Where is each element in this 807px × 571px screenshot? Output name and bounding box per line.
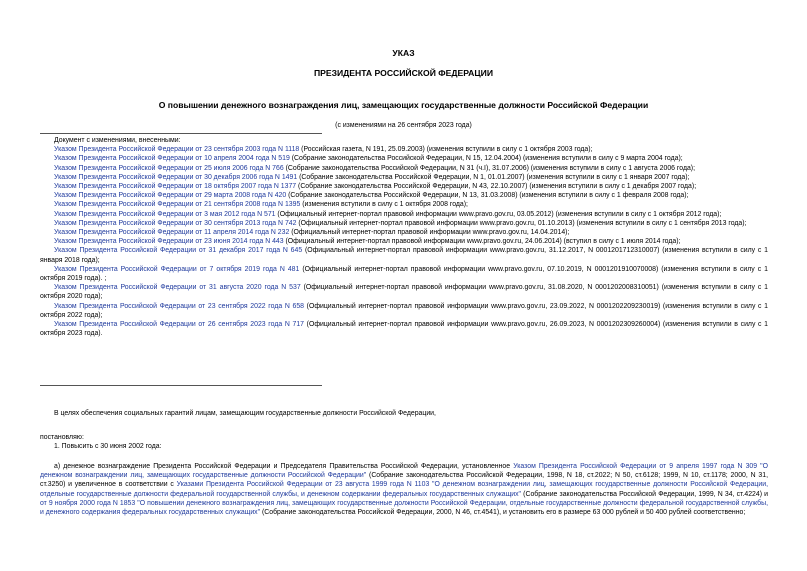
change-decree-link[interactable]: Указом Президента Российской Федерации от 21 сентября 2008 года N 1395 [54,201,301,209]
change-item [40,320,768,338]
para-a-text-3: (Собрание законодательства Российской Федерации, 1999, N 34, ст.4224) и [521,490,768,498]
change-decree-link[interactable]: Указом Президента Российской Федерации от 10 апреля 2004 года N 519 [54,155,290,163]
change-details: (Собрание законодательства Российской Федерации, N 13, 31.03.2008) (изменения вступили в силу с 1 февраля 2008 года); [286,192,689,200]
change-decree-link[interactable]: Указом Президента Российской Федерации от 25 июля 2006 года N 766 [54,164,284,172]
change-details: (Официальный интернет-портал правовой информации www.pravo.gov.ru, 26.09.2023, N 0001202309260004) (изменения вступили в силу с 1 октября 2023 года). [40,321,769,338]
point-1 [40,442,768,451]
para-a-text-4: (Собрание законодательства Российской Федерации, 2000, N 46, ст.4541), и установить его в размере 63 000 рублей и 50 400 рублей соответственно; [260,509,746,517]
change-decree-link[interactable]: Указом Президента Российской Федерации от 26 сентября 2023 года N 717 [54,321,304,329]
page-title: О повышении денежного вознаграждения лиц, замещающих государственные должности Российской Федерации [158,100,649,110]
resolution-word: постановляю: [40,434,84,441]
changes-list [40,136,768,338]
change-details: (Официальный интернет-портал правовой информации www.pravo.gov.ru, 23.09.2022, N 0001202209230019) (изменения вступили в силу с 1 октября 2022 года); [40,302,769,319]
change-details: (Официальный интернет-портал правовой информации www.pravo.gov.ru, 31.08.2020, N 0001202008310051) (изменения вступили в силу с 1 октября 2020 года); [40,284,768,301]
link-decree-309[interactable]: Указом Президента Российской Федерации от 9 апреля 1997 года N 309 "О денежном вознаграждении лиц, замещающих государственные должности Российской Федерации" [40,463,768,480]
change-decree-link[interactable]: Указом Президента Российской Федерации от 31 декабря 2017 года N 645 [54,247,303,255]
revision-note: (с изменениями на 26 сентября 2023 года) [335,122,472,129]
change-decree-link[interactable]: Указом Президента Российской Федерации от 11 апреля 2014 года N 232 [54,229,290,237]
changes-items [40,145,768,338]
change-details: (Официальный интернет-портал правовой информации www.pravo.gov.ru, 24.06.2014) (вступил в силу с 1 июля 2014 года); [283,238,681,246]
change-item [40,228,768,237]
point-1-a [40,462,768,517]
change-details: (Официальный интернет-портал правовой информации www.pravo.gov.ru, 03.05.2012) (изменения вступили в силу с 1 октября 2012 года); [275,210,722,218]
change-details: (Официальный интернет-портал правовой информации www.pravo.gov.ru, 07.10.2019, N 0001201910070008) (изменения вступили в силу с 1 октября 2019 года). ; [40,265,769,283]
change-decree-link[interactable]: Указом Президента Российской Федерации от 30 декабря 2006 года N 1491 [54,173,298,181]
change-decree-link[interactable]: Указом Президента Российской Федерации от 23 июня 2014 года N 443 [54,238,284,246]
change-details: (Официальный интернет-портал правовой информации www.pravo.gov.ru, 01.10.2013) (изменения вступили в силу с 1 сентября 2013 года); [296,219,747,227]
preamble [40,409,768,418]
change-item [40,265,768,283]
change-details: (изменения вступили в силу с 1 октября 2008 года); [300,201,468,209]
change-decree-link[interactable]: Указом Президента Российской Федерации от 31 августа 2020 года N 537 [54,284,301,292]
change-item [40,173,768,182]
change-item [40,237,768,246]
change-item [40,302,768,320]
change-details: (Собрание законодательства Российской Федерации, N 15, 12.04.2004) (изменения вступили в силу с 9 марта 2004 года); [289,155,683,163]
change-item [40,200,768,209]
point-1-a-text [40,462,768,517]
change-item [40,283,768,301]
point-1-text: 1. Повысить с 30 июня 2002 года: [54,443,162,450]
change-decree-link[interactable]: Указом Президента Российской Федерации от 23 сентября 2003 года N 1118 [54,146,300,154]
change-item [40,210,768,219]
change-decree-link[interactable]: Указом Президента Российской Федерации от 7 октября 2019 года N 481 [54,265,300,273]
change-decree-link[interactable]: Указом Президента Российской Федерации от 18 октября 2007 года N 1377 [54,183,297,191]
change-item [40,145,768,154]
change-item [40,219,768,228]
para-a-text-1: а) денежное вознаграждение Президента Российской Федерации и Председателя Правительства Российской Федерации, установленное [54,463,514,470]
change-item [40,191,768,200]
divider-top [40,133,322,134]
doc-issuer-heading: ПРЕЗИДЕНТА РОССИЙСКОЙ ФЕДЕРАЦИИ [313,68,494,78]
link-decree-1853[interactable]: от 9 ноября 2000 года N 1853 "О повышении денежного вознаграждения лиц, замещающих государственные должности Российской Федерации, отдельные государственные должности федеральной государственной службы, и денежного содержания федеральных государственных служащих" [40,499,768,517]
para-a-text-2: (Собрание законодательства Российской Федерации, 1998, N 18, ст.2022; N 50, ст.6128; 1999, N 10, ст.1178; 2000, N 31, ст.3250) и увеличенное в соответствии с [40,472,768,489]
change-item [40,182,768,191]
change-decree-link[interactable]: Указом Президента Российской Федерации от 30 сентября 2013 года N 742 [54,219,297,227]
divider-bottom [40,385,322,386]
change-item [40,246,768,264]
changes-caption: Документ с изменениями, внесенными: [54,137,181,144]
change-item [40,164,768,173]
change-details: (Российская газета, N 191, 25.09.2003) (изменения вступили в силу с 1 октября 2003 года); [299,146,593,154]
change-item [40,154,768,163]
change-details: (Собрание законодательства Российской Федерации, N 43, 22.10.2007) (изменения вступили в силу с 1 декабря 2007 года); [296,183,697,191]
change-details: (Собрание законодательства Российской Федерации, N 1, 01.01.2007) (изменения вступили в силу с 1 января 2007 года); [297,173,690,181]
link-decree-1103[interactable]: Указами Президента Российской Федерации от 23 августа 1999 года N 1103 "О денежном вознаграждении лиц, замещающих государственные должности Российской Федерации, отдельные государственные должности федеральной государственной службы, и денежном содержании федеральных государственных служащих" [40,481,768,498]
doc-type-heading: УКАЗ [392,48,415,58]
change-decree-link[interactable]: Указом Президента Российской Федерации от 29 марта 2008 года N 420 [54,192,287,200]
change-details: (Официальный интернет-портал правовой информации www.pravo.gov.ru, 14.04.2014); [289,229,570,237]
preamble-text: В целях обеспечения социальных гарантий лицам, замещающим государственные должности Российской Федерации, [54,410,436,417]
change-details: (Официальный интернет-портал правовой информации www.pravo.gov.ru, 31.12.2017, N 0001201712310007) (изменения вступили в силу с 1 января 2018 года); [40,247,768,264]
change-decree-link[interactable]: Указом Президента Российской Федерации от 3 мая 2012 года N 571 [54,210,276,218]
change-details: (Собрание законодательства Российской Федерации, N 31 (ч.I), 31.07.2006) (изменения вступили в силу с 1 августа 2006 года); [283,164,696,172]
change-decree-link[interactable]: Указом Президента Российской Федерации от 23 сентября 2022 года N 658 [54,302,304,310]
resolution-word-block [40,433,768,442]
